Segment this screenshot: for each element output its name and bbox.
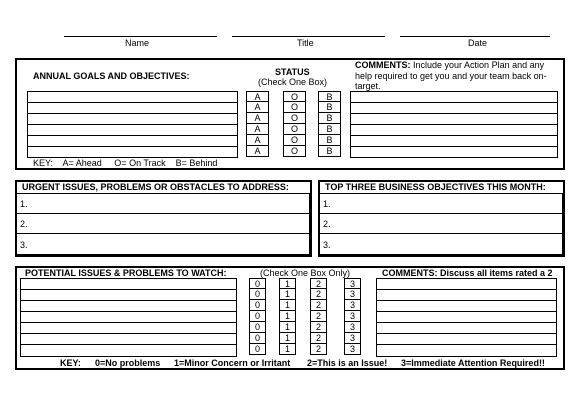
status-o-box[interactable]: O: [283, 124, 306, 135]
status-o-box[interactable]: O: [283, 135, 306, 146]
rating-1-box[interactable]: 1: [279, 278, 296, 289]
potential-comments-row[interactable]: [377, 323, 556, 334]
rating-2-box[interactable]: 2: [310, 278, 327, 289]
potential-comments-row[interactable]: [377, 312, 556, 323]
rating-column-3: [344, 278, 361, 355]
status-a-box[interactable]: A: [246, 113, 269, 124]
potential-comments-row[interactable]: [377, 345, 556, 356]
rating-3-box[interactable]: 3: [344, 311, 361, 322]
rating-column-0: [249, 278, 266, 355]
status-a-box[interactable]: A: [246, 146, 269, 157]
date-line[interactable]: [400, 36, 550, 37]
potential-row[interactable]: [21, 290, 236, 301]
rating-0-box[interactable]: 0: [249, 289, 266, 300]
business-row-2[interactable]: [319, 213, 563, 234]
status-b-box[interactable]: B: [318, 113, 341, 124]
potential-key-3: 3=Immediate Attention Required!!: [401, 358, 545, 368]
status-b-box[interactable]: B: [318, 146, 341, 157]
comments-row[interactable]: [351, 92, 557, 103]
business-title: TOP THREE BUSINESS OBJECTIVES THIS MONTH:: [325, 182, 546, 192]
rating-2-box[interactable]: 2: [310, 289, 327, 300]
rating-1-box[interactable]: 1: [279, 300, 296, 311]
urgent-item-1: 1.: [20, 199, 28, 209]
status-b-box[interactable]: B: [318, 102, 341, 113]
goals-row[interactable]: [28, 125, 237, 136]
status-o-box[interactable]: O: [283, 113, 306, 124]
business-item-1: 1.: [323, 199, 331, 209]
name-line[interactable]: [64, 36, 217, 37]
goals-row[interactable]: [28, 103, 237, 114]
business-item-2: 2.: [323, 219, 331, 229]
goals-key: KEY: A= Ahead O= On Track B= Behind: [33, 158, 218, 168]
status-subtitle: (Check One Box): [258, 77, 328, 87]
potential-comments-grid[interactable]: [376, 278, 557, 357]
status-a-box[interactable]: A: [246, 102, 269, 113]
rating-2-box[interactable]: 2: [310, 300, 327, 311]
potential-key-2: 2=This is an Issue!: [307, 358, 388, 368]
goals-row[interactable]: [28, 114, 237, 125]
potential-comments-label: COMMENTS: Discuss all items rated a 2: [382, 268, 553, 278]
potential-title: POTENTIAL ISSUES & PROBLEMS TO WATCH:: [25, 268, 227, 278]
rating-0-box[interactable]: 0: [249, 300, 266, 311]
comments-row[interactable]: [351, 147, 557, 158]
potential-row[interactable]: [21, 279, 236, 290]
comments-entry-grid[interactable]: [350, 91, 558, 158]
name-label: Name: [125, 38, 150, 48]
potential-comments-row[interactable]: [377, 279, 556, 290]
status-a-box[interactable]: A: [246, 135, 269, 146]
rating-3-box[interactable]: 3: [344, 278, 361, 289]
goals-title: ANNUAL GOALS AND OBJECTIVES:: [33, 71, 190, 81]
potential-entry-grid[interactable]: [20, 278, 237, 357]
rating-0-box[interactable]: 0: [249, 322, 266, 333]
potential-row[interactable]: [21, 323, 236, 334]
potential-comments-row[interactable]: [377, 290, 556, 301]
comments-row[interactable]: [351, 114, 557, 125]
rating-1-box[interactable]: 1: [279, 322, 296, 333]
status-o-box[interactable]: O: [283, 91, 306, 102]
rating-0-box[interactable]: 0: [249, 278, 266, 289]
status-b-box[interactable]: B: [318, 124, 341, 135]
rating-1-box[interactable]: 1: [279, 311, 296, 322]
rating-3-box[interactable]: 3: [344, 344, 361, 355]
status-column-a: [246, 91, 269, 157]
rating-2-box[interactable]: 2: [310, 344, 327, 355]
comments-line-1: [355, 60, 544, 70]
potential-key-0: 0=No problems: [95, 358, 161, 368]
urgent-title: URGENT ISSUES, PROBLEMS OR OBSTACLES TO ADDRESS:: [22, 182, 289, 192]
status-a-box[interactable]: A: [246, 124, 269, 135]
goals-entry-grid[interactable]: [27, 91, 238, 158]
rating-3-box[interactable]: 3: [344, 300, 361, 311]
rating-3-box[interactable]: 3: [344, 333, 361, 344]
comments-text-3: target.: [355, 81, 381, 91]
potential-row[interactable]: [21, 301, 236, 312]
status-column-o: [283, 91, 306, 157]
rating-1-box[interactable]: 1: [279, 344, 296, 355]
rating-0-box[interactable]: 0: [249, 333, 266, 344]
date-label: Date: [468, 38, 488, 48]
comments-label: COMMENTS:: [355, 60, 411, 70]
status-a-box[interactable]: A: [246, 91, 269, 102]
goals-row[interactable]: [28, 136, 237, 147]
rating-2-box[interactable]: 2: [310, 333, 327, 344]
comments-row[interactable]: [351, 103, 557, 114]
business-row-3[interactable]: [319, 233, 563, 255]
comments-text-2: help required to get you and your team back on-: [355, 71, 547, 81]
rating-1-box[interactable]: 1: [279, 333, 296, 344]
potential-row[interactable]: [21, 334, 236, 345]
goals-row[interactable]: [28, 92, 237, 103]
business-row-1[interactable]: [319, 193, 563, 214]
potential-key-label: KEY:: [60, 358, 81, 368]
rating-column-1: [279, 278, 296, 355]
rating-2-box[interactable]: 2: [310, 311, 327, 322]
goals-row[interactable]: [28, 147, 237, 158]
status-b-box[interactable]: B: [318, 135, 341, 146]
urgent-item-3: 3.: [20, 240, 28, 250]
rating-0-box[interactable]: 0: [249, 344, 266, 355]
status-o-box[interactable]: O: [283, 146, 306, 157]
urgent-row-2[interactable]: [16, 213, 310, 234]
potential-row[interactable]: [21, 345, 236, 356]
rating-column-2: [310, 278, 327, 355]
urgent-item-2: 2.: [20, 219, 28, 229]
potential-row[interactable]: [21, 312, 236, 323]
comments-row[interactable]: [351, 125, 557, 136]
title-label: Title: [297, 38, 314, 48]
rating-3-box[interactable]: 3: [344, 322, 361, 333]
potential-comments-row[interactable]: [377, 334, 556, 345]
title-line[interactable]: [232, 36, 385, 37]
status-title: STATUS: [275, 67, 310, 77]
rating-3-box[interactable]: 3: [344, 289, 361, 300]
status-column-b: [318, 91, 341, 157]
urgent-row-3[interactable]: [16, 233, 310, 255]
potential-key-1: 1=Minor Concern or Irritant: [174, 358, 291, 368]
status-b-box[interactable]: B: [318, 91, 341, 102]
comments-row[interactable]: [351, 136, 557, 147]
rating-0-box[interactable]: 0: [249, 311, 266, 322]
business-item-3: 3.: [323, 240, 331, 250]
status-o-box[interactable]: O: [283, 102, 306, 113]
rating-1-box[interactable]: 1: [279, 289, 296, 300]
urgent-row-1[interactable]: [16, 193, 310, 214]
comments-text-1: Include your Action Plan and any: [413, 60, 545, 70]
potential-comments-row[interactable]: [377, 301, 556, 312]
rating-2-box[interactable]: 2: [310, 322, 327, 333]
potential-check-label: (Check One Box Only): [260, 268, 351, 278]
